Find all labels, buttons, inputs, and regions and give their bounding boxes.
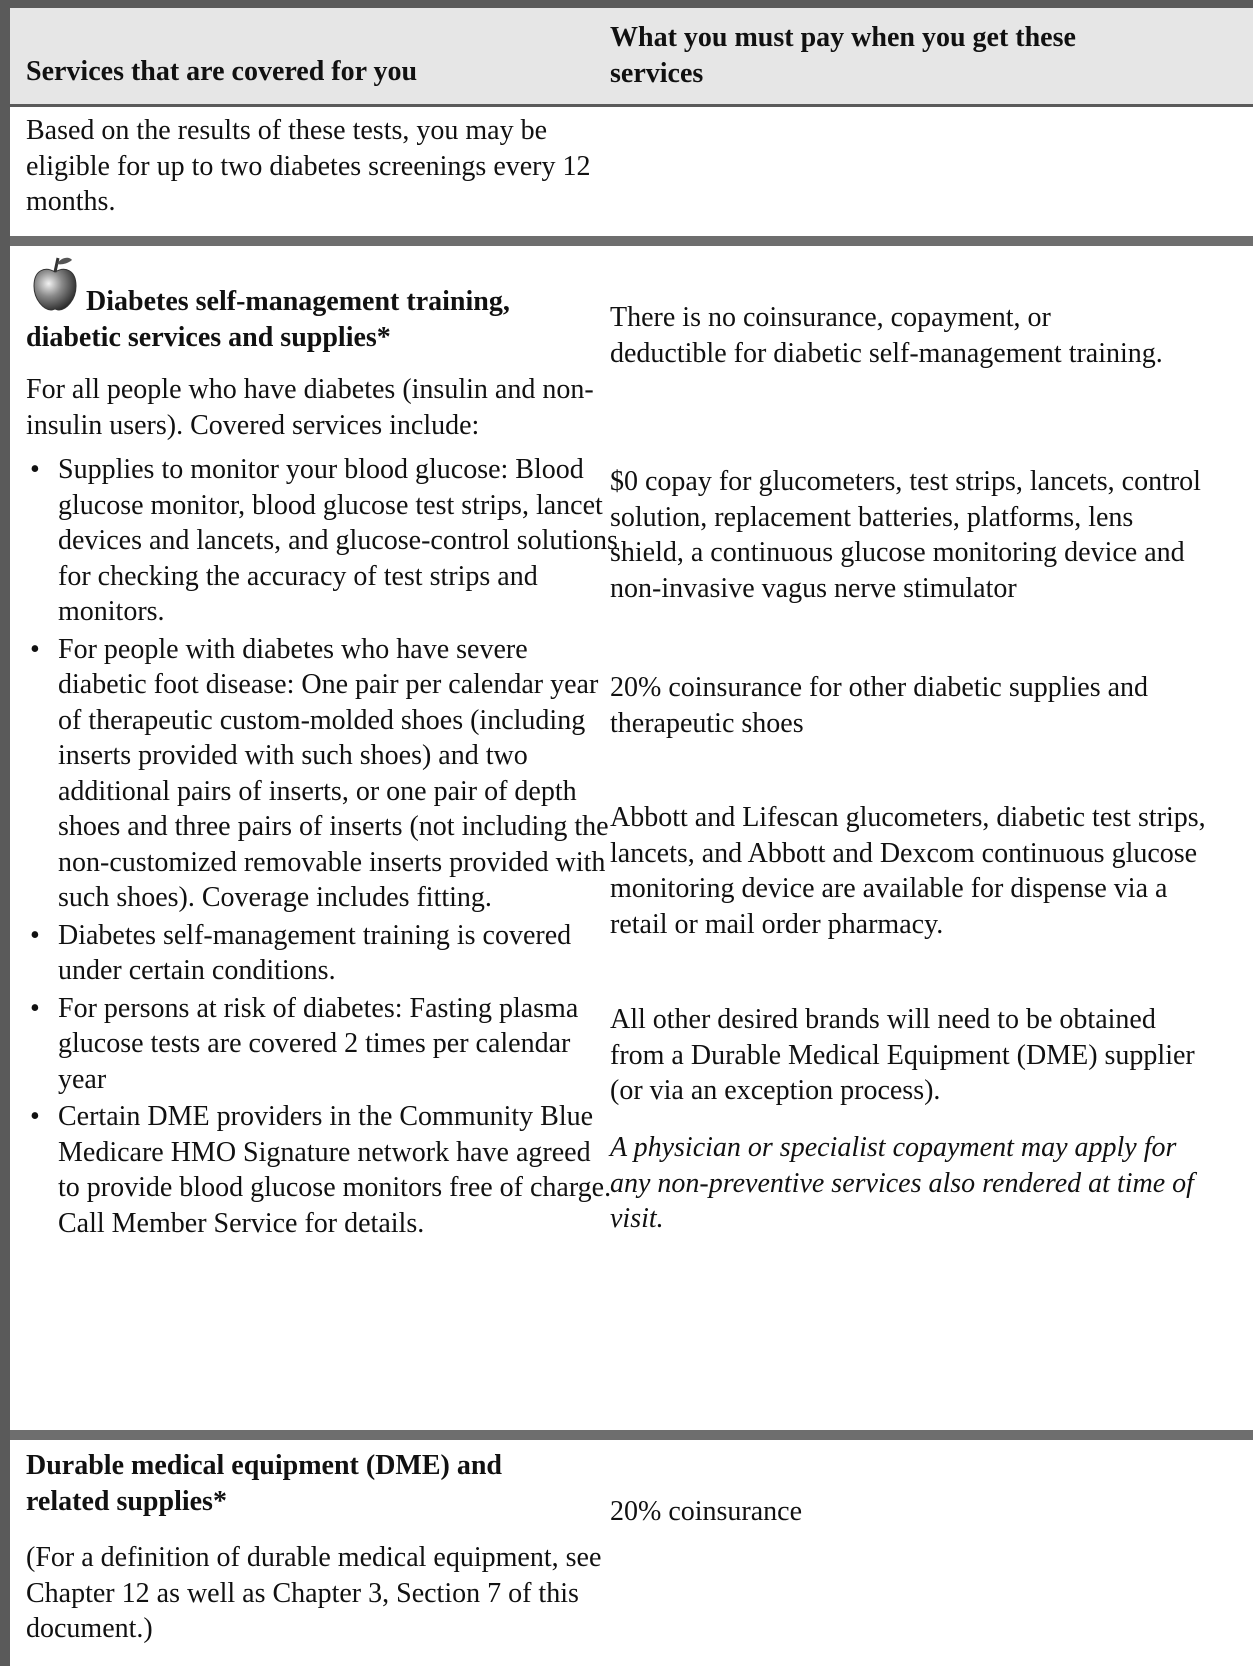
- dme-definition: (For a definition of durable medical equipment, see Chapter 12 as well as Chapter 3, Section 7 of this document.): [26, 1542, 602, 1644]
- screening-text: Based on the results of these tests, you may be eligible for up to two diabetes screenings every 12 months.: [26, 115, 591, 217]
- list-item: • Diabetes self-management training is covered under certain conditions.: [30, 919, 572, 986]
- dme-payment: 20% coinsurance: [610, 1496, 803, 1527]
- header-services: Services that are covered for you: [26, 56, 418, 87]
- pay-other-brands: All other desired brands will need to be obtained from a Durable Medical Equipment (DME) supplier (or via an exception process).: [610, 1004, 1195, 1106]
- diabetes-intro: For all people who have diabetes (insulin and non-insulin users). Covered services include:: [26, 374, 594, 441]
- pay-physician-note: A physician or specialist copayment may apply for any non-preventive services also rendered at time of visit.: [610, 1132, 1194, 1234]
- pay-coinsurance: 20% coinsurance for other diabetic supplies and therapeutic shoes: [610, 672, 1149, 739]
- table-header: [10, 0, 1253, 107]
- dme-title: Durable medical equipment (DME) and related supplies*: [26, 1450, 502, 1517]
- row-separator: [10, 236, 1253, 246]
- diabetes-bullet-list: [28, 452, 618, 1241]
- pay-copay: $0 copay for glucometers, test strips, lancets, control solution, replacement batteries, platforms, lens shield, a continuous glucose monitoring device and non-invasive vagus nerve stimulator: [610, 466, 1201, 604]
- diabetes-title: Diabetes self-management training, diabetic services and supplies*: [26, 286, 510, 353]
- list-item: • For people with diabetes who have severe diabetic foot disease: One pair per calendar year of therapeutic custom-molded shoes (including inserts provided with such shoes) and two additional pairs of inserts, or one pair of depth shoes and three pairs of inserts (not including the non-customized removable inserts provided with such shoes). Coverage includes fitting.: [30, 633, 609, 913]
- list-item: • Certain DME providers in the Community Blue Medicare HMO Signature network have agreed to provide blood glucose monitors free of charge. Call Member Service for details.: [30, 1101, 612, 1239]
- list-item: • For persons at risk of diabetes: Fasting plasma glucose tests are covered 2 times per calendar year: [30, 992, 579, 1095]
- header-payment: What you must pay when you get these services: [610, 22, 1076, 89]
- row-separator: [10, 1430, 1253, 1440]
- list-item: • Supplies to monitor your blood glucose: Blood glucose monitor, blood glucose test strips, lancet devices and lancets, and glucose-control solutions for checking the accuracy of test strips and monitors.: [30, 454, 618, 627]
- pay-training: There is no coinsurance, copayment, or deductible for diabetic self-management training.: [610, 302, 1163, 369]
- pay-brands: Abbott and Lifescan glucometers, diabetic test strips, lancets, and Abbott and Dexcom continuous glucose monitoring device are available for dispense via a retail or mail order pharmacy.: [610, 802, 1206, 940]
